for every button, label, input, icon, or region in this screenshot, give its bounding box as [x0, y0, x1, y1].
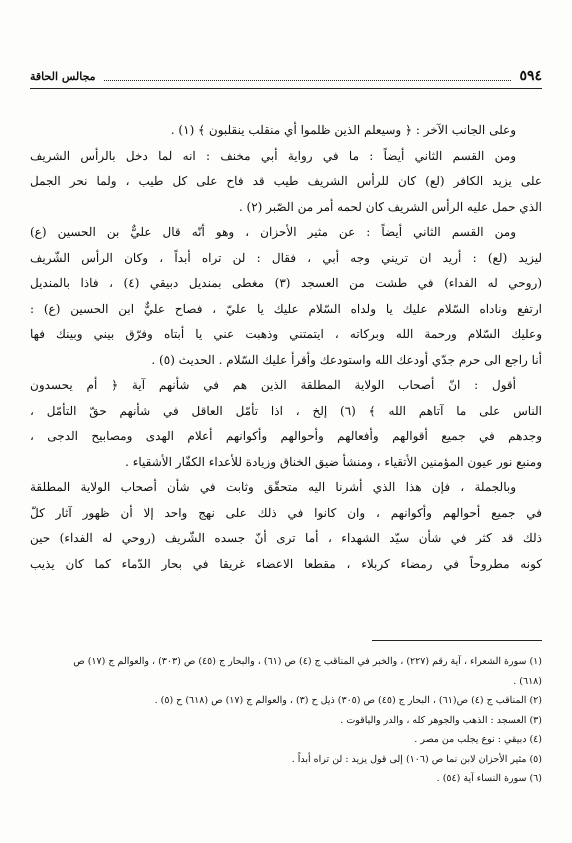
footnote: (٥) مثير الأحزان لابن نما ص (١٠٦) إلى قول يزيد : لن تراه أبداً . — [291, 753, 542, 765]
text-line: الناس على ما آتاهم الله ﴾ (٦) إلخ ، اذا تأمّل العاقل في شأنهم حقّ التأمّل ، — [30, 403, 542, 418]
header-rule — [30, 88, 542, 89]
text-line: ليزيد (لع) : أريد ان تريني وجه أبي ، فقال : لن تراه أبداً ، وكان الرأس الشّريف — [30, 250, 542, 265]
page-header — [30, 66, 542, 86]
text-line: وجدهم في جميع أقوالهم وأفعالهم وأحوالهم وأكوانهم أعلام الهدى ومصابيح الدجى ، — [30, 429, 542, 443]
page-number: ٥٩٤ — [519, 68, 542, 84]
text-line: كونه مطروحاً في رمضاء كربلاء ، مقطعا الاعضاء غريقا في بحار الدّماء كما كان يذيب — [30, 556, 542, 571]
text-line: وعلى الجانب الآخر : ﴿ وسيعلم الذين ظلموا أي منقلب ينقلبون ﴾ (١) . — [170, 123, 516, 137]
footnote: (٢) المناقب ج (٤) ص(٦١) ، البحار ج (٤٥) ص (٣٠٥) ذيل ح (٣) ، والعوالم ج (١٧) ص (٦١٨) ح (٥) . — [154, 695, 542, 706]
text-line: في جميع أحوالهم وأكوانهم ، وان كانوا في ذلك على نهج واحد إلا أن ظهور آثار كلّ — [30, 505, 542, 520]
text-line: (روحي له الفداء) في طشت من العسجد (٣) مغطى بمنديل دبيقي (٤) ، فاذا بالمنديل — [30, 276, 542, 290]
text-line: ومن القسم الثاني أيضاً : عن مثير الأحزان ، وهو أنّه قال عليٌّ بن الحسين (ع) — [30, 225, 516, 239]
header-dotted-leader — [104, 72, 512, 81]
text-line: ومنبع نور عيون المؤمنين الأتقياء ، ومنشأ ضيق الخناق وزيادة للأعداء الكفّار الأشقياء . — [125, 454, 542, 469]
text-line: أنا راجع الى حرم جدّي أودعك الله واستودعك وأقرأ عليك السّلام . الحديث (٥) . — [151, 352, 542, 367]
text-line: ومن القسم الثاني أيضاً : ما في رواية أبي مخنف : انه لما دخل بالرأس الشريف — [30, 148, 516, 163]
text-line: ارتفع وناداه السّلام عليك يا ولداه السّلام عليك يا عليّ ، فصاح عليٌّ ابن الحسين (ع) : — [30, 301, 542, 316]
footnote: (٤) دبيقي : نوع يجلب من مصر . — [414, 734, 542, 745]
text-line: ذلك قد كثر في شأن سيّد الشهداء ، أما ترى أنّ جسده الشّريف (روحي له الفداء) حين — [30, 531, 542, 545]
footnote: (٣) العسجد : الذهب والجوهر كله ، والدر والياقوت . — [340, 714, 542, 726]
footnote-rule — [372, 640, 542, 641]
text-line: وعليك السّلام ورحمة الله وبركاته ، ايتمتني وذهبت عني يا أبتاه وفرّق بيني وبينك فها — [30, 327, 542, 341]
footnote: (١) سورة الشعراء ، آية رقم (٢٢٧) ، والخبر في المناقب ج (٤) ص (٦١) ، والبحار ج (٤٥) ص (٣٠٣) ، والعوالم ج (١٧) ص — [73, 656, 542, 667]
text-line: على يزيد الكافر (لع) كان للرأس الشريف طيب قد فاح على كل طيب ، ولما نحر الجمل — [30, 174, 542, 188]
footnotes — [30, 652, 542, 789]
running-title: مجالس الحاقة — [30, 69, 96, 83]
footnote: (٦١٨) . — [513, 675, 542, 687]
text-line: أقول : انّ أصحاب الولاية المطلقة الذين هم في شأنهم آية ﴿ أم يحسدون — [30, 378, 516, 392]
text-line: وبالجملة ، فإن هذا الذي أشرنا اليه متحقّق وثابت في شأن أصحاب الولاية المطلقة — [30, 480, 516, 494]
text-line: الذي حمل عليه الرأس الشريف كان لحمه أمر من الصّبر (٢) . — [238, 199, 542, 214]
footnote: (٦) سورة النساء آية (٥٤) . — [436, 773, 542, 784]
main-text — [30, 118, 542, 577]
